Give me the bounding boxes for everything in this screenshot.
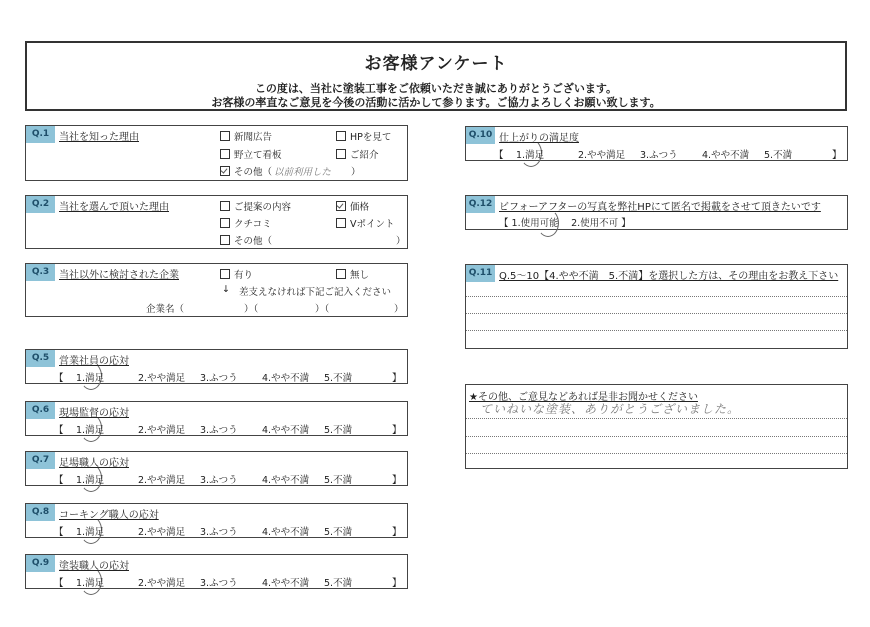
bracket-open: 【 (494, 150, 504, 161)
checkbox-icon[interactable] (220, 269, 230, 279)
answer-line (466, 436, 847, 437)
q1-option-other[interactable] (220, 164, 361, 178)
q5-rating-scale (26, 370, 407, 384)
q2-option-other[interactable] (220, 233, 272, 247)
checkbox-icon[interactable] (220, 235, 230, 245)
q3-company-label: 企業名（ (146, 304, 185, 315)
rating-option-5[interactable]: 5.不満 (324, 578, 353, 589)
rating-option-1[interactable]: 1.満足 (76, 527, 105, 538)
comments-section (465, 384, 848, 469)
bracket-open: 【 (54, 578, 64, 589)
survey-title: お客様アンケート (364, 54, 508, 74)
q8-title: コーキング職人の応対 (59, 510, 159, 521)
rating-option-3[interactable]: 3.ふつう (200, 475, 238, 486)
q3-company-close: ） (394, 304, 404, 315)
rating-option-4[interactable]: 4.やや不満 (702, 150, 750, 161)
option-label: 価格 (350, 202, 370, 213)
q12-title: ビフォーアフターの写真を弊社HPにて匿名で掲載をさせて頂きたいです (499, 202, 821, 213)
intro-line-1: この度は、当社に塗装工事をご依頼いただき誠にありがとうございます。 (254, 82, 618, 95)
option-label: HPを見て (350, 132, 392, 143)
rating-option-4[interactable]: 4.やや不満 (262, 373, 310, 384)
checkbox-icon[interactable] (336, 269, 346, 279)
rating-option-1[interactable]: 1.満足 (76, 373, 105, 384)
q1-option-website[interactable] (336, 129, 391, 143)
q7-rating-scale (26, 472, 407, 486)
q2-option-vpoint[interactable] (336, 216, 395, 230)
checkbox-icon[interactable] (220, 131, 230, 141)
q12-options[interactable] (499, 215, 631, 229)
option-label: クチコミ (234, 219, 272, 230)
option-label: その他（ (234, 167, 273, 178)
q12-options-text: 【 1.使用可能 2.使用不可 】 (499, 218, 631, 229)
arrow-down-icon: ↓ (222, 284, 230, 295)
bracket-open: 【 (54, 373, 64, 384)
rating-option-4[interactable]: 4.やや不満 (262, 578, 310, 589)
survey-header (25, 41, 847, 111)
q9-title: 塗装職人の応対 (59, 561, 129, 572)
option-label: ご紹介 (350, 150, 379, 161)
checkbox-icon[interactable] (220, 201, 230, 211)
checkbox-icon[interactable] (220, 149, 230, 159)
question-q2 (25, 195, 408, 249)
q8-rating-scale (26, 524, 407, 538)
option-label: 無し (350, 270, 370, 281)
rating-option-5[interactable]: 5.不満 (324, 527, 353, 538)
question-q8 (25, 503, 408, 538)
comments-answer[interactable]: ていねいな塗装、ありがとうございました。 (480, 402, 741, 416)
checkbox-icon[interactable] (336, 149, 346, 159)
question-q3 (25, 263, 408, 317)
q11-answer-field[interactable] (470, 283, 843, 345)
q11-label: Q.11 (466, 265, 495, 282)
rating-option-4[interactable]: 4.やや不満 (262, 475, 310, 486)
rating-option-5[interactable]: 5.不満 (764, 150, 793, 161)
rating-option-3[interactable]: 3.ふつう (640, 150, 678, 161)
rating-option-1[interactable]: 1.満足 (516, 150, 545, 161)
question-q7 (25, 451, 408, 486)
rating-option-1[interactable]: 1.満足 (76, 475, 105, 486)
option-label: 野立て看板 (234, 150, 282, 161)
bracket-open: 【 (54, 425, 64, 436)
q1-option-newspaper[interactable] (220, 129, 272, 143)
rating-option-2[interactable]: 2.やや満足 (138, 475, 186, 486)
option-label: ご提案の内容 (234, 202, 292, 213)
rating-option-3[interactable]: 3.ふつう (200, 425, 238, 436)
q2-option-proposal[interactable] (220, 199, 291, 213)
question-q9 (25, 554, 408, 589)
q3-company-sep-1: ）（ (244, 304, 259, 315)
bracket-close: 】 (392, 527, 402, 538)
rating-option-5[interactable]: 5.不満 (324, 425, 353, 436)
q6-rating-scale (26, 422, 407, 436)
rating-option-5[interactable]: 5.不満 (324, 475, 353, 486)
rating-option-3[interactable]: 3.ふつう (200, 373, 238, 384)
option-label: Vポイント (350, 219, 395, 230)
q3-option-no[interactable] (336, 267, 369, 281)
question-q1 (25, 125, 408, 181)
option-label: 有り (234, 270, 254, 281)
checkbox-icon[interactable] (220, 218, 230, 228)
q7-label: Q.7 (26, 452, 55, 469)
bracket-close: 】 (832, 150, 842, 161)
q3-option-yes[interactable] (220, 267, 253, 281)
q1-title: 当社を知った理由 (59, 132, 139, 143)
question-q12 (465, 195, 848, 230)
intro-line-2: お客様の率直なご意見を今後の活動に活かして参ります。ご協力よろしくお願い致します。 (211, 96, 661, 109)
q3-title: 当社以外に検討された企業 (59, 270, 179, 281)
q8-label: Q.8 (26, 504, 55, 521)
rating-option-3[interactable]: 3.ふつう (200, 527, 238, 538)
rating-option-2[interactable]: 2.やや満足 (138, 373, 186, 384)
q10-title: 仕上がりの満足度 (499, 133, 579, 144)
bracket-close: 】 (392, 373, 402, 384)
rating-option-4[interactable]: 4.やや不満 (262, 425, 310, 436)
q2-title: 当社を選んで頂いた理由 (59, 202, 169, 213)
q10-rating-scale (466, 147, 847, 161)
bracket-close: 】 (392, 425, 402, 436)
question-q11 (465, 264, 848, 349)
rating-option-3[interactable]: 3.ふつう (200, 578, 238, 589)
q1-option-referral[interactable] (336, 147, 379, 161)
checkbox-icon[interactable] (336, 131, 346, 141)
rating-option-2[interactable]: 2.やや満足 (138, 425, 186, 436)
q5-title: 営業社員の応対 (59, 356, 129, 367)
q5-label: Q.5 (26, 350, 55, 367)
rating-option-2[interactable]: 2.やや満足 (138, 527, 186, 538)
q1-option-signboard[interactable] (220, 147, 282, 161)
q9-label: Q.9 (26, 555, 55, 572)
question-q10 (465, 126, 848, 161)
checkbox-checked-icon[interactable] (220, 166, 230, 176)
question-q6 (25, 401, 408, 436)
q12-label: Q.12 (466, 196, 495, 213)
q1-label: Q.1 (26, 126, 55, 143)
q2-label: Q.2 (26, 196, 55, 213)
rating-option-2[interactable]: 2.やや満足 (138, 578, 186, 589)
checkbox-checked-icon[interactable] (336, 201, 346, 211)
q7-title: 足場職人の応対 (59, 458, 129, 469)
bracket-close: 】 (392, 578, 402, 589)
comments-title: ★その他、ご意見などあれば是非お聞かせください (469, 392, 698, 403)
rating-option-2[interactable]: 2.やや満足 (578, 150, 626, 161)
rating-option-5[interactable]: 5.不満 (324, 373, 353, 384)
q10-label: Q.10 (466, 127, 495, 144)
bracket-open: 【 (54, 527, 64, 538)
answer-line (466, 453, 847, 454)
rating-option-4[interactable]: 4.やや不満 (262, 527, 310, 538)
paren-close: ） (351, 167, 361, 178)
paren-close: ） (396, 236, 406, 247)
q11-title: Q.5～10【4.やや不満 5.不満】を選択した方は、その理由をお教え下さい (499, 271, 839, 282)
option-label: 新聞広告 (234, 132, 273, 143)
checkbox-icon[interactable] (336, 218, 346, 228)
q9-rating-scale (26, 575, 407, 589)
q6-label: Q.6 (26, 402, 55, 419)
q3-company-sep-2: ）（ (315, 304, 330, 315)
answer-line (466, 418, 847, 419)
q1-other-handwritten[interactable]: 以前利用した (274, 167, 332, 178)
rating-option-1[interactable]: 1.満足 (76, 425, 105, 436)
q2-option-price[interactable] (336, 199, 369, 213)
q2-option-word-of-mouth[interactable] (220, 216, 272, 230)
selection-circle (537, 209, 559, 237)
bracket-open: 【 (54, 475, 64, 486)
q3-instruction: 差支えなければ下記ご記入ください (239, 287, 392, 298)
question-q5 (25, 349, 408, 384)
option-label: その他（ (234, 236, 273, 247)
q3-label: Q.3 (26, 264, 55, 281)
bracket-close: 】 (392, 475, 402, 486)
rating-option-1[interactable]: 1.満足 (76, 578, 105, 589)
q6-title: 現場監督の応対 (59, 408, 129, 419)
